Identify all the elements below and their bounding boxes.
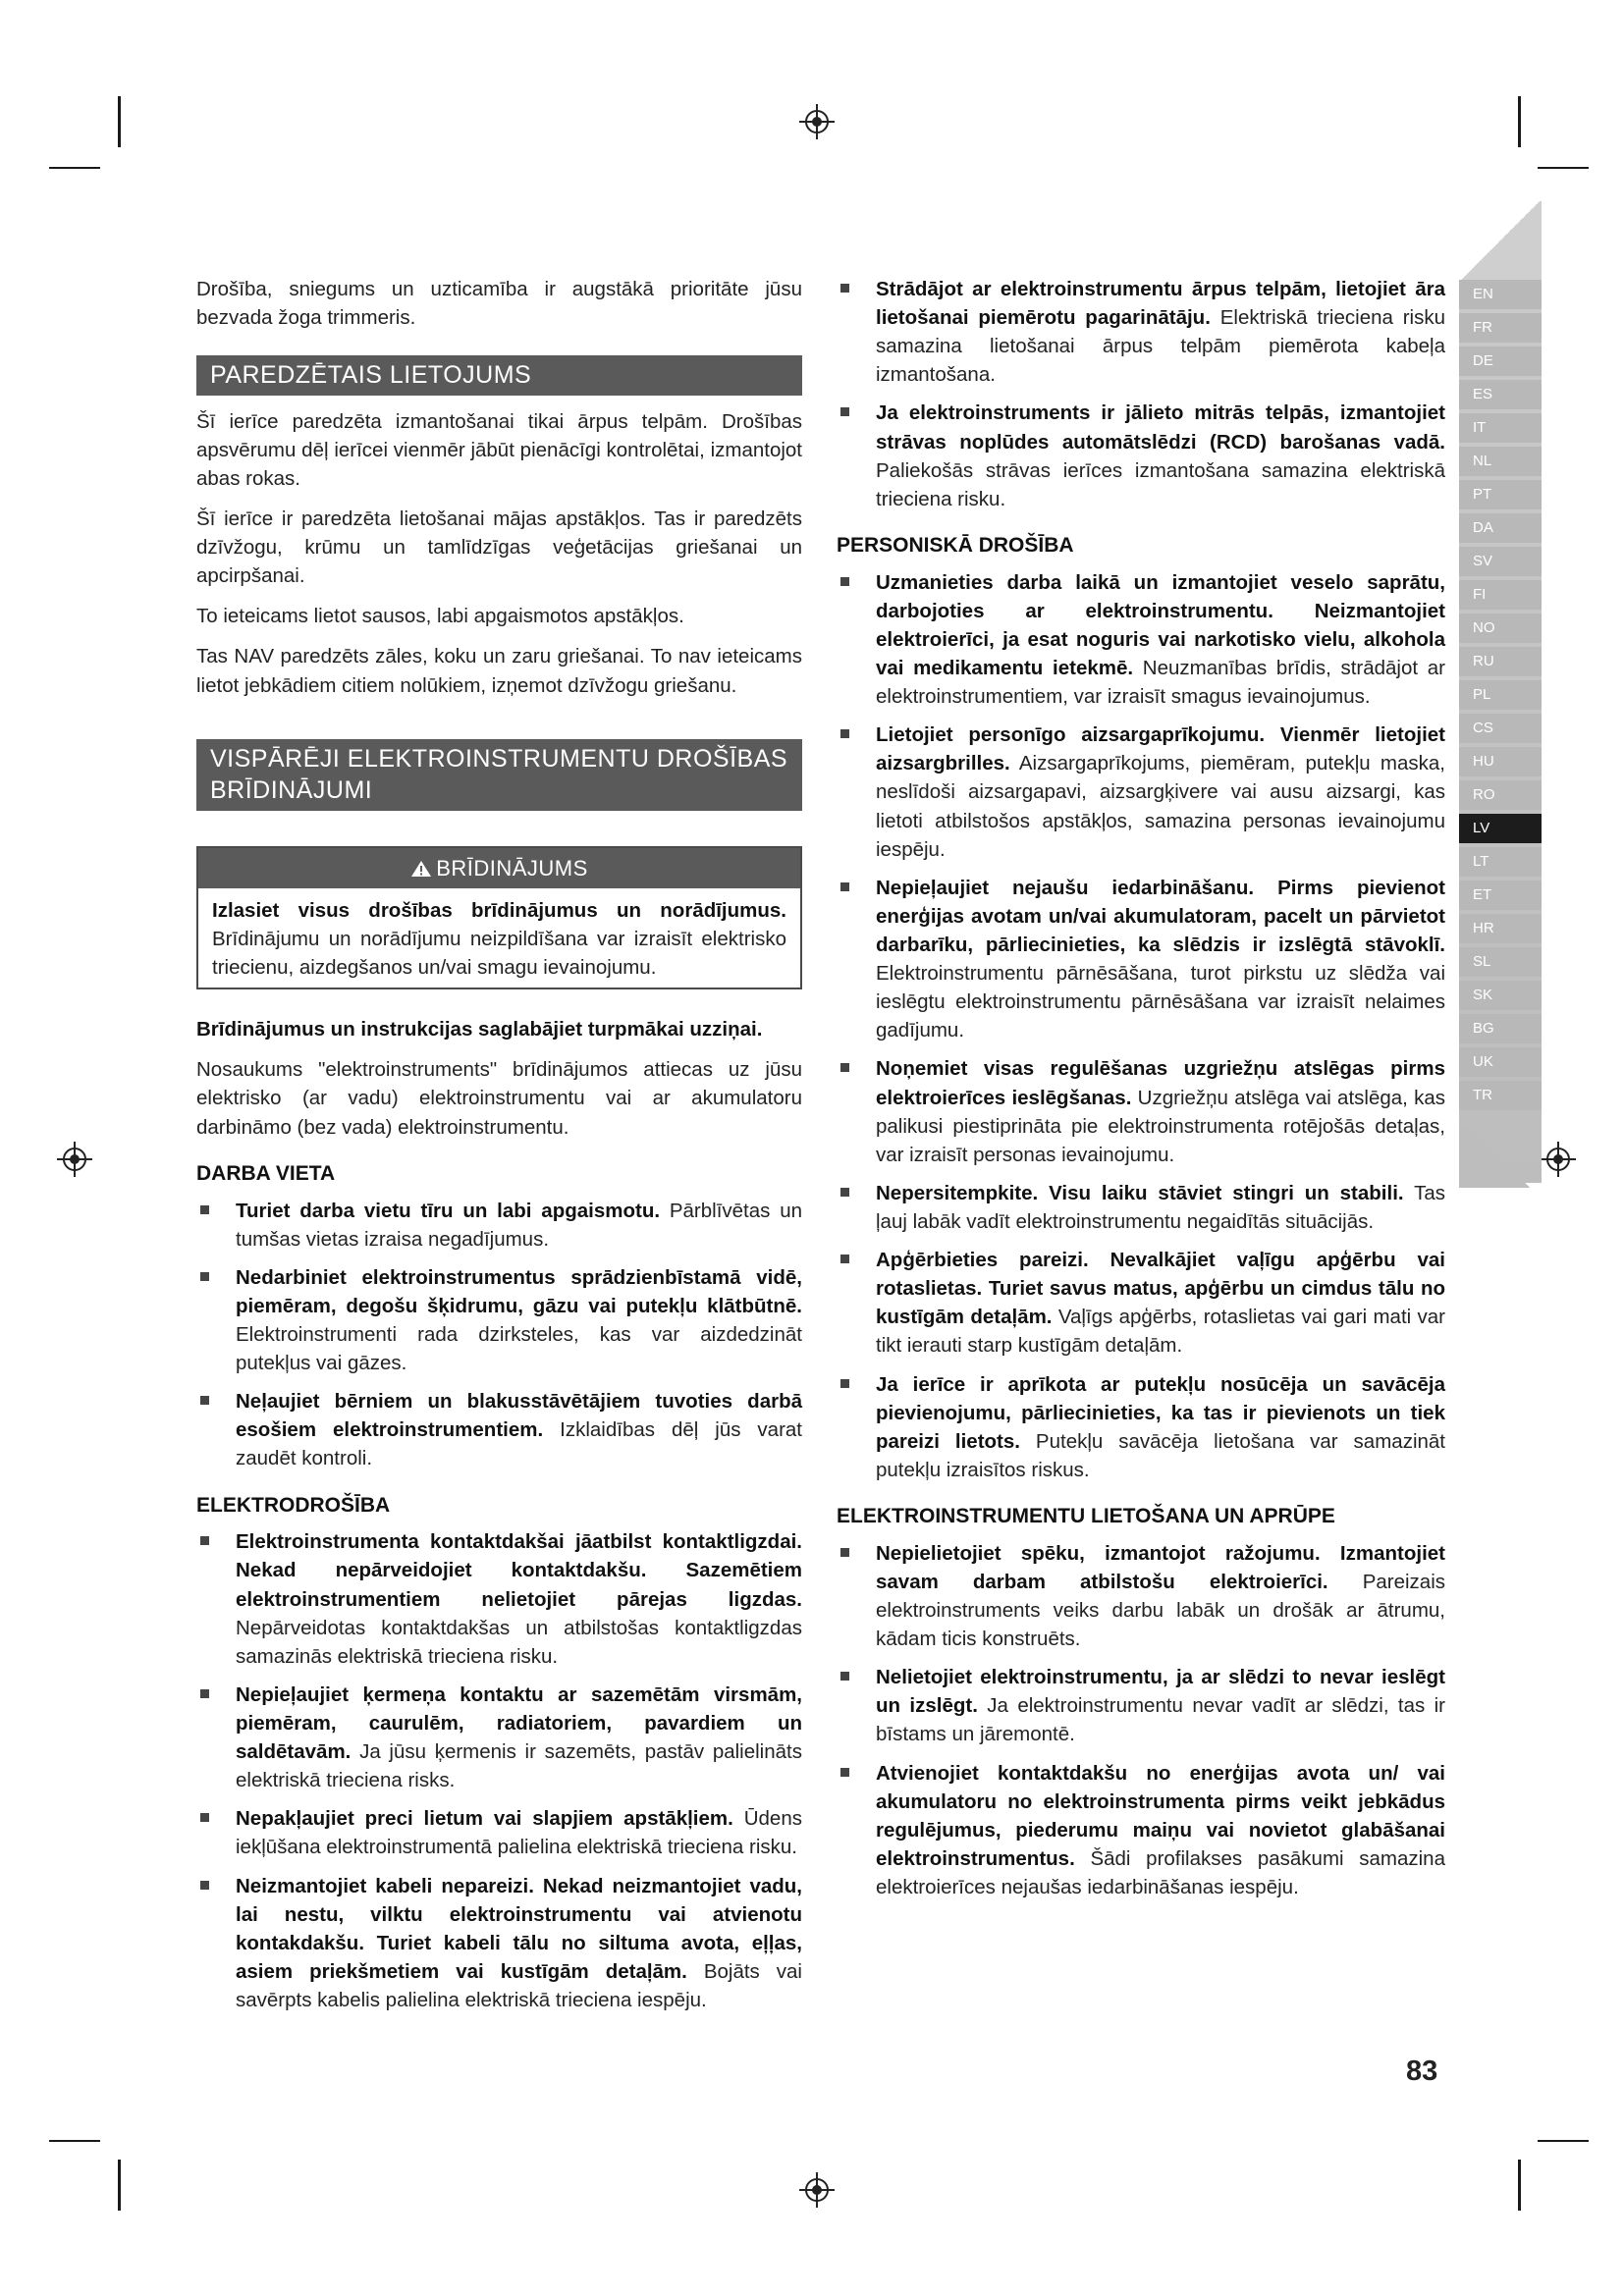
warning-box [196, 846, 802, 990]
square-bullet-icon [840, 1255, 849, 1263]
language-tab-fi[interactable]: FI [1459, 580, 1542, 610]
square-bullet-icon [840, 1188, 849, 1197]
right-column [837, 275, 1445, 1911]
square-bullet-icon [200, 1881, 209, 1890]
language-tab-pl[interactable]: PL [1459, 680, 1542, 710]
square-bullet-icon [840, 284, 849, 293]
list-item: Ja ierīce ir aprīkota ar putekļu nosūcēja un savācēja pievienojumu, pārliecinieties, ka tas ir pievienots un tiek pareizi lietots. Putekļu savācēja lietošana var samazināt putekļu izraisītos riskus. [837, 1370, 1445, 1484]
save-instructions-note: Brīdinājumus un instrukcijas saglabājiet turpmākai uzziņai. [196, 1018, 763, 1041]
registration-mark-icon [797, 2170, 837, 2210]
language-tab-lv[interactable]: LV [1459, 814, 1542, 843]
electrical-safety-list [196, 1527, 802, 2014]
crop-mark [1518, 2160, 1521, 2211]
square-bullet-icon [840, 729, 849, 738]
intended-use-paragraph: To ieteicams lietot sausos, labi apgaismotos apstākļos. [196, 605, 684, 628]
warning-title: BRĪDINĀJUMS [436, 855, 588, 881]
use-and-care-list [837, 1539, 1445, 1901]
square-bullet-icon [840, 1672, 849, 1681]
language-tab-en[interactable]: EN [1459, 280, 1542, 309]
square-bullet-icon [840, 1768, 849, 1777]
language-tab-hr[interactable]: HR [1459, 914, 1542, 943]
square-bullet-icon [840, 577, 849, 586]
subheading-personal-safety: PERSONISKĀ DROŠĪBA [837, 533, 1074, 557]
square-bullet-icon [840, 1379, 849, 1388]
language-tab-header [1459, 201, 1542, 280]
work-area-list [196, 1197, 802, 1473]
personal-safety-list [837, 568, 1445, 1484]
intended-use-paragraph: Tas NAV paredzēts zāles, koku un zaru griešanai. To nav ieteicams lietot jebkādiem citiem nolūkiem, izņemot dzīvžogu griešanu. [196, 645, 802, 697]
language-tab-et[interactable]: ET [1459, 881, 1542, 910]
crop-mark [49, 167, 100, 169]
list-item: Strādājot ar elektroinstrumentu ārpus telpām, lietojiet āra lietošanai piemērotu pagarinātāju. Elektriskā trieciena risku samazina lietošanai ārpus telpām piemērota kabeļa izmantošana. [837, 275, 1445, 389]
list-item: Nelietojiet elektroinstrumentu, ja ar slēdzi to nevar ieslēgt un izslēgt. Ja elektroinstrumentu nevar vadīt ar slēdzi, tas ir bīstams un jāremontē. [837, 1663, 1445, 1748]
page-number: 83 [1406, 2056, 1438, 2087]
square-bullet-icon [200, 1813, 209, 1822]
crop-mark [49, 2140, 100, 2142]
crop-mark [118, 2160, 121, 2211]
subheading-work-area: DARBA VIETA [196, 1161, 336, 1185]
list-item: Atvienojiet kontaktdakšu no enerģijas avota un/ vai akumulatoru no elektroinstrumenta pirms veikt jebkādus regulējumus, piederumu maiņu vai novietot glabāšanai elektroinstrumentus. Šādi profilakses pasākumi samazina elektroierīces nejaušas iedarbināšanas iespēju. [837, 1759, 1445, 1902]
language-tab-bg[interactable]: BG [1459, 1014, 1542, 1043]
language-tab-tr[interactable]: TR [1459, 1081, 1542, 1110]
section-heading-intended-use: PAREDZĒTAIS LIETOJUMS [196, 355, 802, 396]
intended-use-paragraph: Šī ierīce ir paredzēta lietošanai mājas apstākļos. Tas ir paredzēts dzīvžogu, krūmu un tamlīdzīgas veģetācijas griešanai un apcirpšanai. [196, 507, 802, 588]
list-item: Ja elektroinstruments ir jālieto mitrās telpās, izmantojiet strāvas noplūdes automātslēdzi (RCD) barošanas vadā. Paliekošās strāvas ierīces izmantošana samazina elektriskā trieciena risku. [837, 399, 1445, 512]
list-item: Noņemiet visas regulēšanas uzgriežņu atslēgas pirms elektroierīces ieslēgšanas. Uzgriežņu atslēga vai atslēga, kas palikusi piestiprināta pie elektroinstrumenta rotējošās detaļas, var izraisīt personas ievainojumu. [837, 1054, 1445, 1168]
list-item: Neļaujiet bērniem un blakusstāvētājiem tuvoties darbā esošiem elektroinstrumentiem. Izklaidības dēļ jūs varat zaudēt kontroli. [196, 1387, 802, 1472]
list-item: Nepielietojiet spēku, izmantojot ražojumu. Izmantojiet savam darbam atbilstošu elektroierīci. Pareizais elektroinstruments veiks darbu labāk un drošāk ar ātrumu, kādam ticis konstruēts. [837, 1539, 1445, 1653]
square-bullet-icon [200, 1205, 209, 1214]
registration-mark-icon [797, 102, 837, 141]
intended-use-paragraph: Šī ierīce paredzēta izmantošanai tikai ārpus telpām. Drošības apsvērumu dēļ ierīcei vienmēr jābūt pienācīgi kontrolētai, izmantojot abas rokas. [196, 409, 802, 490]
warning-box-body [198, 888, 800, 988]
left-column [196, 275, 802, 2024]
warning-bold-text: Izlasiet visus drošības brīdinājumus un norādījumus. [212, 898, 786, 922]
square-bullet-icon [840, 882, 849, 891]
crop-mark [1538, 2140, 1589, 2142]
language-tabs [1459, 280, 1542, 1114]
crop-mark [1538, 167, 1589, 169]
language-tab-it[interactable]: IT [1459, 413, 1542, 443]
subheading-electrical-safety: ELEKTRODROŠĪBA [196, 1493, 391, 1517]
warning-triangle-icon [410, 860, 432, 878]
crop-mark [118, 96, 121, 147]
language-tab-sl[interactable]: SL [1459, 947, 1542, 977]
language-tab-ru[interactable]: RU [1459, 647, 1542, 676]
language-tab-nl[interactable]: NL [1459, 447, 1542, 476]
list-item: Nepieļaujiet nejaušu iedarbināšanu. Pirms pievienot enerģijas avotam un/vai akumulatoram, pacelt un pārvietot darbarīku, pārliecinieties, ka slēdzis ir izslēgtā stāvoklī. Elektroinstrumentu pārnēsāšana, turot pirkstu uz slēdža vai ieslēgtu elektroinstrumentu pārnēsāšana var izraisīt nelaimes gadījumu. [837, 874, 1445, 1045]
section-heading-general-warnings: VISPĀRĒJI ELEKTROINSTRUMENTU DROŠĪBAS BRĪDINĀJUMI [196, 739, 802, 811]
language-tab-pt[interactable]: PT [1459, 480, 1542, 509]
square-bullet-icon [200, 1689, 209, 1698]
square-bullet-icon [840, 407, 849, 416]
language-tab-uk[interactable]: UK [1459, 1047, 1542, 1077]
list-item: Elektroinstrumenta kontaktdakšai jāatbilst kontaktligzdai. Nekad nepārveidojiet kontaktdakšu. Sazemētiem elektroinstrumentiem nelietojiet pārejas ligzdas. Nepārveidotas kontaktdakšas un atbilstošas kontaktligzdas samazinās elektriskā trieciena risku. [196, 1527, 802, 1671]
warning-text: Brīdinājumu un norādījumu neizpildīšana var izraisīt elektrisko triecienu, aizdegšanos un/vai smagu ievainojumu. [212, 928, 786, 980]
subheading-use-and-care: ELEKTROINSTRUMENTU LIETOŠANA UN APRŪPE [837, 1504, 1335, 1527]
language-tab-no[interactable]: NO [1459, 614, 1542, 643]
list-item: Uzmanieties darba laikā un izmantojiet veselo saprātu, darbojoties ar elektroinstrumentu. Neizmantojiet elektroierīci, ja esat noguris vai narkotisko vielu, alkohola vai medikamentu ietekmē. Neuzmanības brīdis, strādājot ar elektroinstrumentiem, var izraisīt smagus ievainojumus. [837, 568, 1445, 712]
language-tab-tail [1459, 1129, 1542, 1188]
language-tab-es[interactable]: ES [1459, 380, 1542, 409]
square-bullet-icon [840, 1063, 849, 1072]
list-item: Lietojiet personīgo aizsargaprīkojumu. Vienmēr lietojiet aizsargbrilles. Aizsargaprīkojums, piemēram, putekļu maska, neslīdoši aizsargapavi, aizsargķivere vai ausu aizsargi, kas lietoti atbilstošos apstākļos, samazina personas ievainojumu iespēju. [837, 721, 1445, 864]
language-tab-sv[interactable]: SV [1459, 547, 1542, 576]
language-tab-ro[interactable]: RO [1459, 780, 1542, 810]
crop-mark [1518, 96, 1521, 147]
registration-mark-icon [1539, 1140, 1578, 1179]
list-item: Neizmantojiet kabeli nepareizi. Nekad neizmantojiet vadu, lai nestu, vilktu elektroinstrumentu vai atvienotu kontakdakšu. Turiet kabeli tālu no siltuma avota, eļļas, asiem priekšmetiem vai kustīgām detaļām. Bojāts vai savērpts kabelis palielina elektriskā trieciena iespēju. [196, 1872, 802, 2015]
language-tab-da[interactable]: DA [1459, 513, 1542, 543]
list-item: Nedarbiniet elektroinstrumentus sprādzienbīstamā vidē, piemēram, degošu šķidrumu, gāzu vai putekļu klātbūtnē. Elektroinstrumenti rada dzirksteles, kas var aizdedzināt putekļus vai gāzes. [196, 1263, 802, 1377]
electrical-safety-list-continued [837, 275, 1445, 513]
language-tab-cs[interactable]: CS [1459, 714, 1542, 743]
list-item: Apģērbieties pareizi. Nevalkājiet vaļīgu apģērbu vai rotaslietas. Turiet savus matus, apģērbu un cimdus tālu no kustīgām detaļām. Vaļīgs apģērbs, rotaslietas vai gari mati var tikt ierauti starp kustīgām detaļām. [837, 1246, 1445, 1360]
list-item: Nepersitempkite. Visu laiku stāviet stingri un stabili. Tas ļauj labāk vadīt elektroinstrumentu negaidītās situācijās. [837, 1179, 1445, 1236]
language-tab-lt[interactable]: LT [1459, 847, 1542, 877]
square-bullet-icon [840, 1548, 849, 1557]
language-tab-hu[interactable]: HU [1459, 747, 1542, 776]
square-bullet-icon [200, 1396, 209, 1405]
square-bullet-icon [200, 1272, 209, 1281]
list-item: Nepieļaujiet ķermeņa kontaktu ar sazemētām virsmām, piemēram, caurulēm, radiatoriem, pavardiem un saldētavām. Ja jūsu ķermenis ir sazemēts, pastāv palielināts elektriskā trieciena risks. [196, 1681, 802, 1794]
power-tool-term-note: Nosaukums "elektroinstruments" brīdinājumos attiecas uz jūsu elektrisko (ar vadu) elektroinstrumentu vai ar akumulatoru darbināmo (bez vada) elektroinstrumentu. [196, 1058, 802, 1139]
language-tab-sk[interactable]: SK [1459, 981, 1542, 1010]
language-tab-de[interactable]: DE [1459, 347, 1542, 376]
registration-mark-icon [55, 1140, 94, 1179]
language-tab-fr[interactable]: FR [1459, 313, 1542, 343]
warning-box-header [198, 848, 800, 888]
list-item: Turiet darba vietu tīru un labi apgaismotu. Pārblīvētas un tumšas vietas izraisa negadījumus. [196, 1197, 802, 1254]
square-bullet-icon [200, 1536, 209, 1545]
intro-paragraph: Drošība, sniegums un uzticamība ir augstākā prioritāte jūsu bezvada žoga trimmeris. [196, 278, 802, 330]
list-item: Nepakļaujiet preci lietum vai slapjiem apstākļiem. Ūdens iekļūšana elektroinstrumentā palielina elektriskā trieciena risku. [196, 1804, 802, 1861]
